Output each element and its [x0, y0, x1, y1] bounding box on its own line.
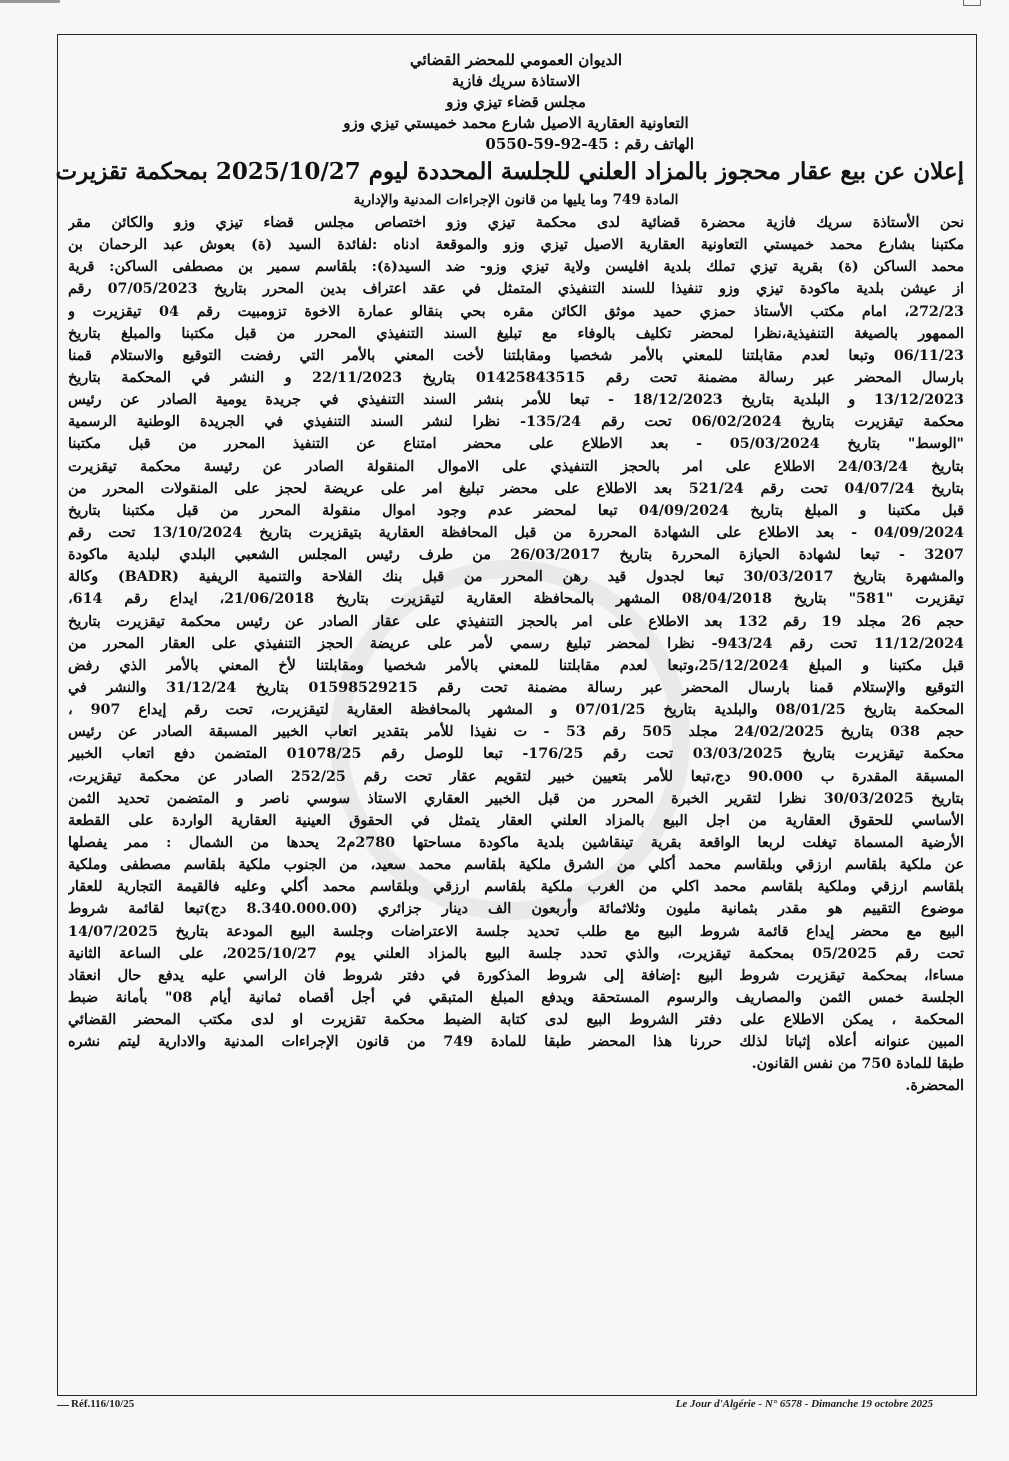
top-edge-marks	[0, 0, 1009, 6]
body-line: بتاريخ 04/07/24 تحت رقم 521/24 بعد الاطلاع على محضر تبليغ امر على عريضة لحجز على المنقولات المحرر من	[68, 480, 964, 497]
body-line: الأرضية المسماة تيغلت لربعا الواقعة بقرية تينقاشين بلدية ماكودة مساحتها 2780م2 يحدها من الشمال : ممر يفصلها	[68, 834, 964, 851]
body-line: تيقزيرت "581" بتاريخ 08/04/2018 المشهر بالمحافظة العقارية لتيقزيرت بتاريخ 21/06/2018، ايداع رقم 614،	[68, 591, 964, 608]
body-line: الأساسي للحقوق العقارية من اجل البيع بالمزاد العلني العقار يتمثل في الحقوق العينية العقارية الواردة على القطعة	[68, 812, 964, 829]
body-line: قبل مكتبنا و المبلغ بتاريخ 04/09/2024 تبعا لمحضر عدم وجود اموال منقولة المحرر من قبل مكتبنا بتاريخ	[68, 502, 964, 519]
notice-subtitle: المادة 749 وما يليها من قانون الإجراءات المدنية والإدارية	[353, 192, 679, 208]
body-line: بتاريخ 30/03/2025 نظرا لتقرير الخبرة المحرر من قبل الخبير العقاري الاستاذ سوسي ناصر و المتضمن تحديد الثمن	[68, 790, 964, 807]
body-line: الممهور بالصيغة التنفيذية،نظرا لمحضر تكليف بالوفاء مع تبليغ السند التنفيذي المحرر من قبل مكتبنا والمبلغ بتاريخ	[68, 325, 964, 342]
page-footer	[57, 1398, 977, 1414]
body-line: نحن الأستاذة سريك فازية محضرة قضائية لدى محكمة تيزي وزو اختصاص مجلس قضاء تيزي وزو والكائن مقر	[68, 215, 964, 231]
reference-number: Réf.116/10/25	[71, 1398, 135, 1410]
body-line: موضوع التقييم هو مقدر بثمانية مليون وثلاثمائة وأربعون الف دينار جزائري (8.340.000.00 دج)تبعا لقائمة شروط	[68, 901, 964, 918]
body-line: مكتبنا بشارع محمد خميستي التعاونية العقارية الاصيل تيزي وزو والموقعة ادناه :لفائدة السيد (ة) بعوش عبد الرحمان بن	[68, 237, 964, 254]
body-line: 11/12/2024 تحت رقم 943/24- نظرا لمحضر تبليغ رسمي لأمر على عريضة الحجز التنفيذي على العقار المحرر من	[68, 635, 964, 652]
body-line: قبل مكتبنا و المبلغ 25/12/2024،وتبعا لعدم مقابلتنا للمعني بالأمر شخصيا ومقابلتنا لأخ المعني بالأمر الذي رفض	[68, 657, 964, 674]
body-line: 04/09/2024 - بعد الاطلاع على الشهادة المحررة من قبل المحافظة العقارية بتيقزيرت بتاريخ 13/10/2024 تحت رقم	[68, 524, 964, 541]
notice-content	[55, 50, 964, 1098]
body-line: المحكمة بتاريخ 08/01/25 والبلدية بتاريخ 07/01/25 و المشهر بالمحافظة العقارية لتيقزيرت، تحت رقم إيداع 907 ،	[68, 702, 964, 719]
body-line: المبين عنوانه أعلاه إثباتا لذلك حررنا هذا المحضر طبقا للمادة 749 من قانون الإجراءات المدنية والادارية ليتم نشره	[68, 1034, 964, 1051]
body-line: المحكمة ، يمكن الاطلاع على دفتر الشروط البيع لدى كتابة الضبط محكمة تقزيرت او لدى مكتب المحضر القضائي	[68, 1012, 964, 1029]
body-line: محكمة تيقزيرت بتاريخ 06/02/2024 تحت رقم 135/24- نظرا لنشر السند التنفيذي في الجريدة الوطنية الرسمية	[68, 414, 964, 431]
office-name: الديوان العمومي للمحضر القضائي	[409, 51, 623, 69]
body-line: 13/12/2023 و البلدية بتاريخ 18/12/2023 - تبعا للأمر بنشر السند التنفيذي في جريدة يومية الصادر عن رئيس	[68, 392, 964, 409]
body-line: عن ملكية بلقاسم ارزقي وبلقاسم محمد أكلي من الشرق ملكية بلقاسم محمد سعيد، من الجنوب ملكية بلقاسم مصطفى وملكية	[68, 857, 964, 874]
body-line: 06/11/23 وتبعا لعدم مقابلتنا للمعني بالأمر شخصيا ومقابلتنا لأخت المعني بالأمر التي رفضت التوقيع والاستلام قمنا	[68, 347, 964, 364]
body-line: مساءا، بمحكمة تيقزيرت شروط البيع :إضافة إلى شروط المذكورة في دفتر شروط فان الراسي عليه يدفع حال انعقاد	[68, 967, 964, 984]
body-line: "الوسط" بتاريخ 05/03/2024 - بعد الاطلاع على محضر امتناع عن التنفيذ المحرر من قبل مكتبنا	[68, 436, 964, 453]
body-line: التوقيع والإستلام قمنا بارسال المحضر عبر رسالة مضمنة تحت رقم 01598529215 بتاريخ 31/12/24 والنشر في	[68, 679, 964, 696]
body-line: محكمة تيقزيرت بتاريخ 03/03/2025 تحت رقم 176/25- تبعا للوصل رقم 01078/25 المتضمن دفع اتعاب الخبير	[68, 746, 964, 763]
body-line: طبقا للمادة 750 من نفس القانون.	[751, 1056, 964, 1073]
body-line: البيع مع محضر إيداع قائمة شروط البيع مع طلب تحديد جلسة الاعتراضات وجلسة البيع المودعة بتاريخ 14/07/2025	[68, 923, 964, 940]
bailiff-name: الاستاذة سريك فازية	[451, 72, 581, 90]
body-line: بارسال المحضر عبر رسالة مضمنة تحت رقم 01425843515 بتاريخ 22/11/2023 و النشر في المحكمة بتاريخ	[68, 369, 964, 386]
notice-body	[68, 212, 964, 1098]
body-line: 272/23، امام مكتب الأستاذ حمزي حميد موثق الكائن مقره بحي بنقالو عمارة الاخوة تزومبيت رقم 04 تيقزيرت و	[68, 303, 964, 320]
office-address: التعاونية العقارية الاصيل شارع محمد خميستي تيزي وزو	[343, 114, 689, 132]
body-line: محمد الساكن (ة) بقرية تيزي تملك بلدية افليسن ولاية تيزي وزو- ضد السيد(ة): بلقاسم سمير بن مصطفى الساكن: قرية	[68, 259, 964, 276]
body-line: از عيشن بلدية ماكودة تيزي وزو تنفيذا للسند التنفيذي المتمثل في عقد اعتراف بدين المحرر بتاريخ 07/05/2023 رقم	[68, 281, 964, 298]
body-line: بتاريخ 24/03/24 الاطلاع على امر بالحجز التنفيذي على الاموال المنقولة الصادر عن رئيسة محكمة تيقزيرت	[68, 458, 964, 475]
body-line: الجلسة خمس الثمن والمصاريف والرسوم المستحقة ويدفع المبلغ المتبقي في أجل أقصاه ثمانية أيام 08" بأمانة ضبط	[68, 989, 964, 1006]
body-line: حجم 038 بتاريخ 24/02/2025 مجلد 505 رقم 53 - ت نفيذا للأمر بتقدير اتعاب الخبير المسبقة الصادر عن رئيس	[68, 724, 964, 741]
office-phone: الهاتف رقم : 45-92-59-0550	[485, 135, 694, 153]
body-line: المحضرة.	[905, 1078, 964, 1095]
court-council: مجلس قضاء تيزي وزو	[446, 93, 586, 111]
body-line: والمشهرة بتاريخ 30/03/2017 تبعا لجدول قيد رهن المحرر من قبل بنك الفلاحة والتنمية الريفية (BADR) وكالة	[68, 569, 964, 586]
publication-info: Le Jour d'Algérie - N° 6578 - Dimanche 19 octobre 2025	[675, 1398, 933, 1410]
top-left-mark	[0, 0, 60, 3]
body-line: بلقاسم ارزقي وملكية بلقاسم محمد اكلي من الغرب ملكية بلقاسم ارزقي وبلقاسم محمد أكلي وعليه فالقيمة التجارية للعقار	[68, 879, 964, 896]
top-right-mark	[963, 0, 981, 6]
office-header	[68, 50, 964, 154]
notice-title: إعلان عن بيع عقار محجوز بالمزاد العلني للجلسة المحددة ليوم 2025/10/27 بمحكمة تقزيرت	[55, 158, 964, 185]
body-line: تحت رقم 05/2025 بمحكمة تيقزيرت، والذي تحدد جلسة البيع بالمزاد العلني يوم 2025/10/27، على الساعة الثانية	[68, 945, 964, 962]
footer-rule	[57, 1405, 69, 1406]
body-line: المسبقة المقدرة ب 90.000 دج،تبعا للأمر بتعيين خبير لتقويم عقار تحت رقم 252/25 الصادر عن محكمة تيقزيرت،	[68, 768, 964, 785]
body-line: حجم 26 مجلد 19 رقم 132 بعد الاطلاع على امر بالحجز التنفيذي على عقار الصادر عن رئيس محكمة تيقزيرت بتاريخ	[68, 613, 964, 630]
body-line: 3207 - تبعا لشهادة الحيازة المحررة بتاريخ 26/03/2017 من طرف رئيس المجلس الشعبي البلدي لبلدية ماكودة	[68, 547, 964, 564]
